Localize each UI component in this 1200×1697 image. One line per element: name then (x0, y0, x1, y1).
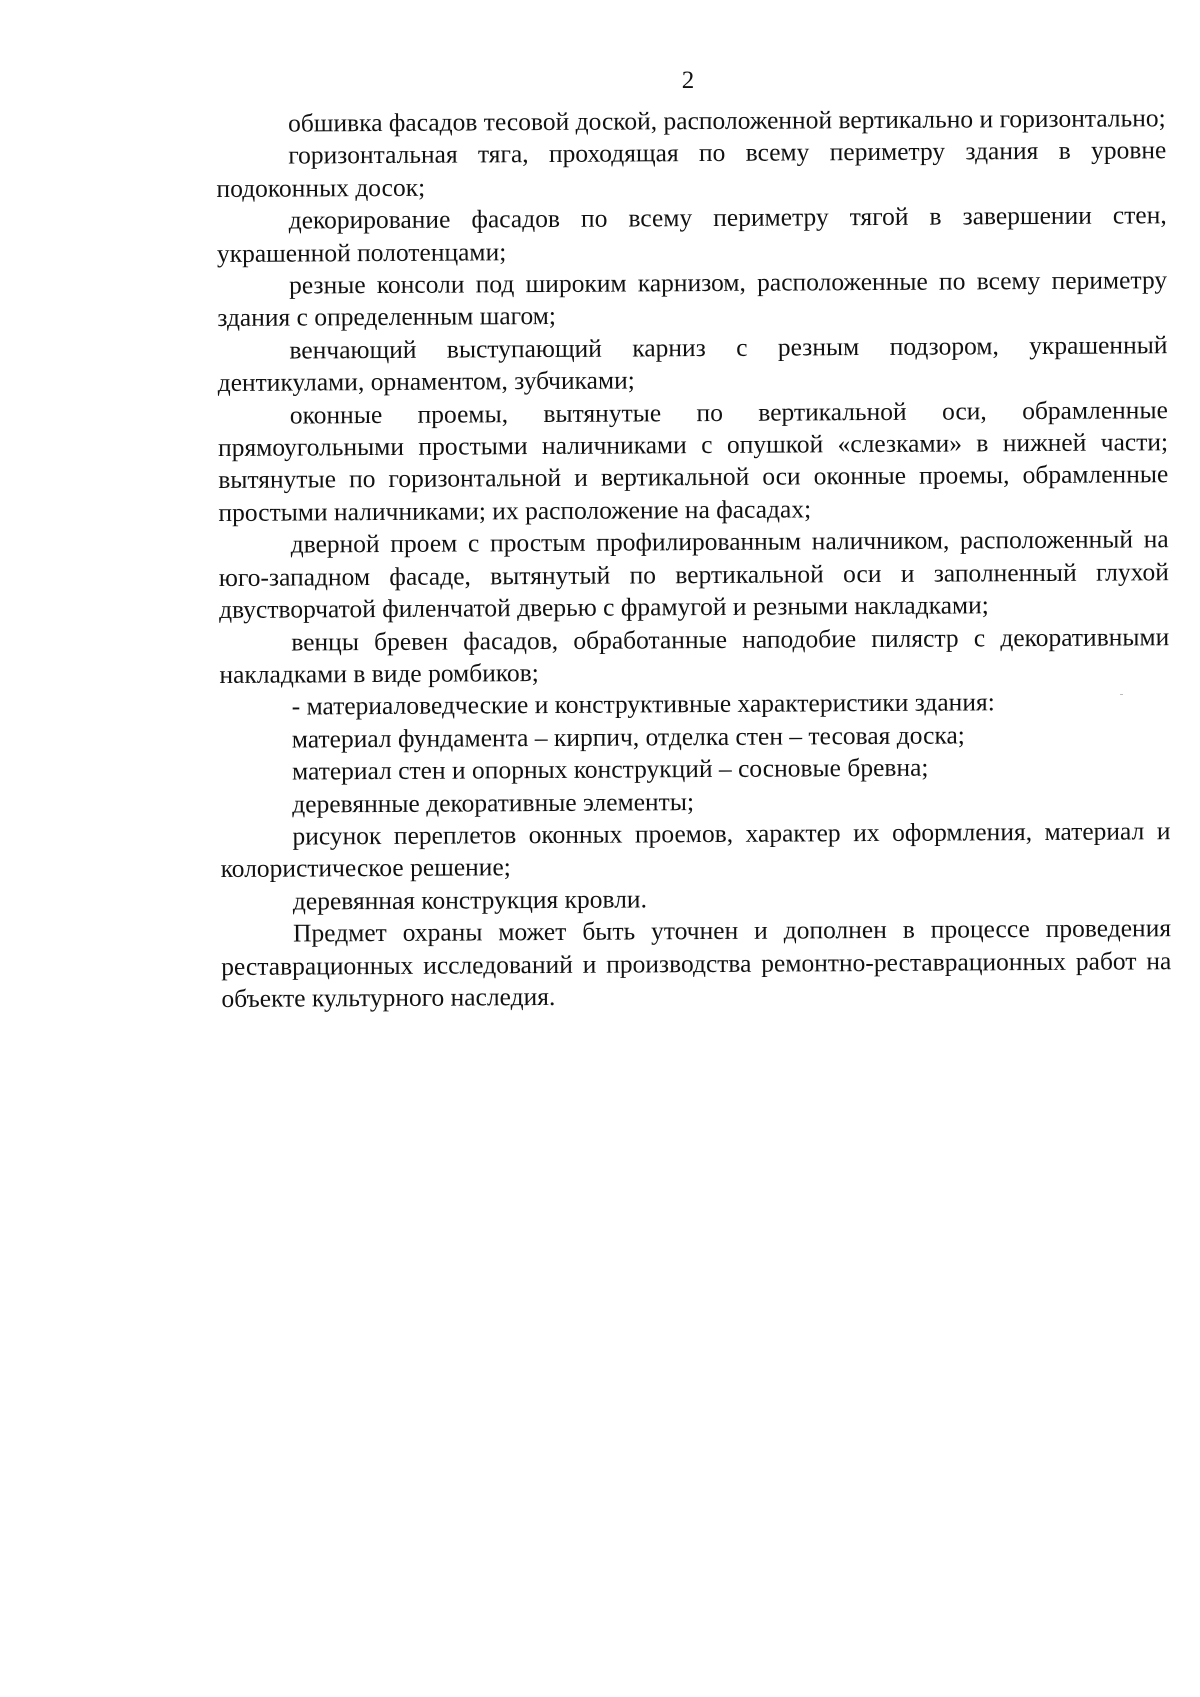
paragraph-decorative-elements: деревянные декоративные элементы; (292, 786, 695, 819)
paragraph-log-crowns: венцы бревен фасадов, обработанные наподобие пилястр с декоративными накладками в виде ромбиков; (219, 621, 1170, 689)
paragraph-roof-structure: деревянная конструкция кровли. (292, 884, 647, 916)
paragraph-carved-consoles: резные консоли под широким карнизом, расположенные по всему периметру здания с определенным шагом; (217, 265, 1168, 333)
paragraph-window-openings: оконные проемы, вытянутые по вертикальной оси, обрамленные прямоугольными простыми наличниками с опушкой «слезками» в нижней части; вытянутые по горизонтальной и вертикальной оси оконные проемы, обрамленные простыми наличниками; их расположение на фасадах; (217, 394, 1169, 527)
paragraph-wall-material: материал стен и опорных конструкций – сосновые бревна; (291, 752, 929, 786)
document-body (216, 102, 1172, 1015)
paragraph-facade-decoration: декорирование фасадов по всему периметру тягой в завершении стен, украшенной полотенцами; (216, 200, 1167, 268)
scan-speck (1120, 694, 1123, 695)
paragraph-foundation-material: материал фундамента – кирпич, отделка стен – тесовая доска; (291, 720, 965, 754)
paragraph-facade-cladding: обшивка фасадов тесовой доской, расположенной вертикально и горизонтально; (288, 103, 1166, 138)
paragraph-horizontal-belt: горизонтальная тяга, проходящая по всему периметру здания в уровне подоконных досок; (216, 135, 1167, 203)
page-number: 2 (681, 67, 695, 94)
paragraph-door-opening: дверной проем с простым профилированным наличником, расположенный на юго-западном фасаде, вытянутый по вертикальной оси и заполненный глухой двустворчатой филенчатой дверью с фрамугой и резными накладками; (218, 524, 1169, 625)
paragraph-cornice: венчающий выступающий карниз с резным подзором, украшенный дентикулами, орнаментом, зубчиками; (217, 330, 1168, 398)
paragraph-material-characteristics: - материаловедческие и конструктивные характеристики здания: (291, 687, 995, 721)
paragraph-protection-subject: Предмет охраны может быть уточнен и дополнен в процессе проведения реставрационных исследований и производства ремонтно-реставрационных работ на объекте культурного наследия. (221, 913, 1172, 1013)
paragraph-window-frames: рисунок переплетов оконных проемов, характер их оформления, материал и колористическое решение; (220, 816, 1171, 884)
